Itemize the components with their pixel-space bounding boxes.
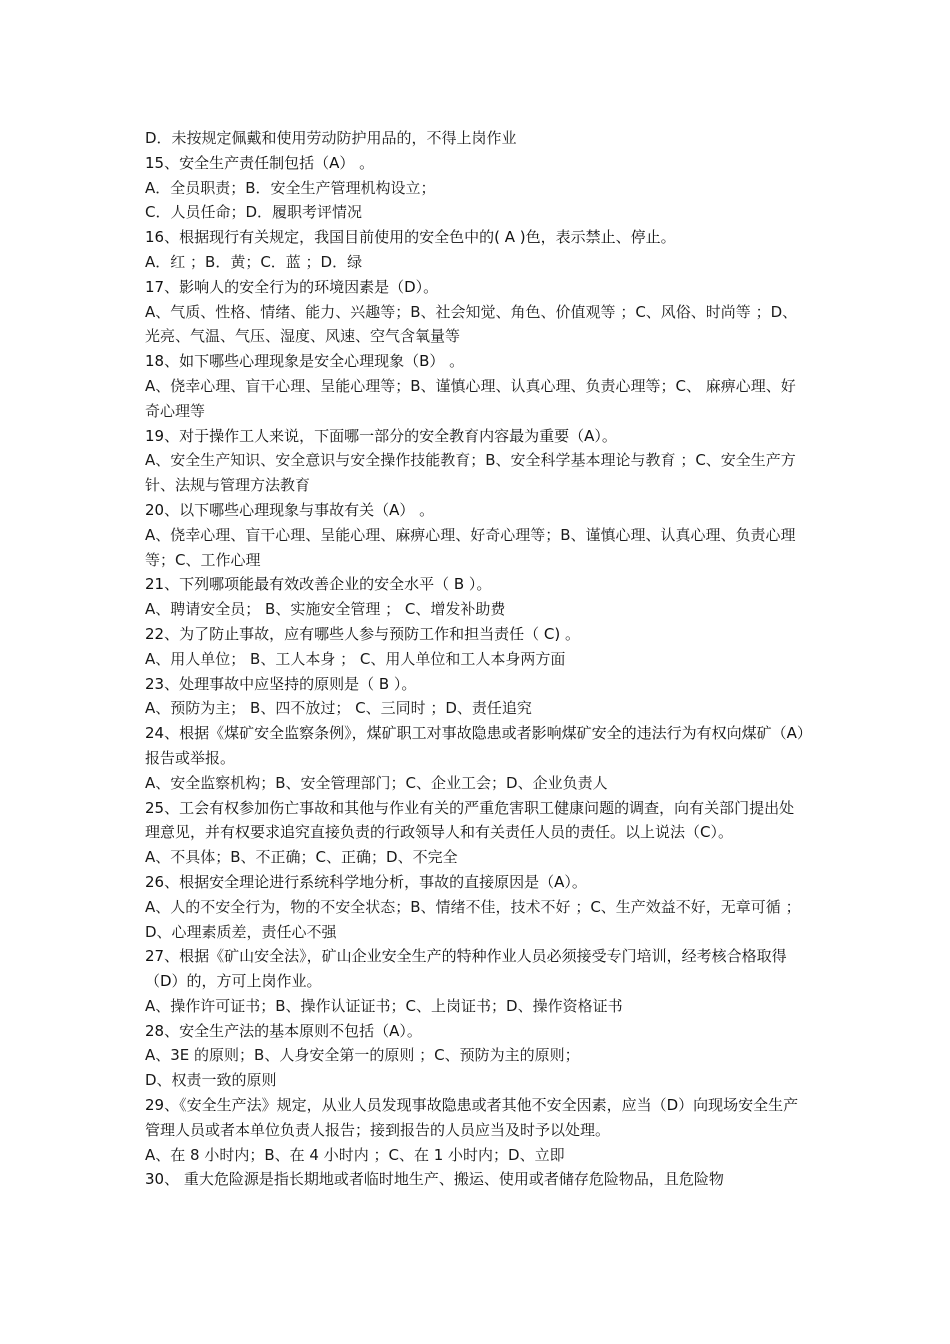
answer-options-28b: D、权责一致的原则: [145, 1071, 277, 1090]
answer-options-15a: A．全员职责；B．安全生产管理机构设立；: [145, 178, 436, 197]
question-28: 28、安全生产法的基本原则不包括（A）。: [145, 1021, 422, 1040]
question-21: 21、下列哪项能最有效改善企业的安全水平（ B ）。: [145, 575, 492, 594]
answer-options-16: A．红 ；B．黄；C．蓝 ；D．绿: [145, 252, 363, 271]
question-24: 24、根据《煤矿安全监察条例》，煤矿职工对事故隐患或者影响煤矿安全的违法行为有权向煤矿（A）报告或举报。: [145, 724, 805, 767]
answer-options-26: A、人的不安全行为，物的不安全状态；B、情绪不佳，技术不好 ；C、生产效益不好，无章可循 ；D、心理素质差，责任心不强: [145, 897, 801, 941]
answer-options-21: A、聘请安全员； B、实施安全管理 ； C、增发补助费: [145, 600, 506, 619]
answer-options-29: A、在 8 小时内；B、在 4 小时内 ；C、在 1 小时内；D、立即: [145, 1145, 565, 1164]
answer-options-17: A、气质、性格、情绪、能力、兴趣等；B、社会知觉、角色、价值观等 ；C、风俗、时尚等 ；D、光亮、气温、气压、湿度、风速、空气含氧量等: [145, 302, 798, 346]
answer-options-25: A、不具体；B、不正确；C、正确；D、不完全: [145, 848, 458, 867]
answer-option-line: D．未按规定佩戴和使用劳动防护用品的，不得上岗作业: [145, 129, 517, 147]
question-19: 19、对于操作工人来说，下面哪一部分的安全教育内容最为重要（A）。: [145, 426, 617, 445]
question-15: 15、安全生产责任制包括（A） 。: [145, 153, 375, 172]
question-18: 18、如下哪些心理现象是安全心理现象（B） 。: [145, 352, 465, 371]
answer-options-15b: C．人员任命；D．履职考评情况: [145, 203, 363, 222]
answer-options-18: A、侥幸心理、盲干心理、呈能心理等；B、谨慎心理、认真心理、负责心理等；C、 麻痹心理、好奇心理等: [145, 376, 796, 420]
question-27: 27、根据《矿山安全法》，矿山企业安全生产的特种作业人员必须接受专门培训，经考核合格取得（D）的，方可上岗作业。: [145, 947, 787, 991]
document-page: [145, 126, 809, 1192]
answer-options-23: A、预防为主； B、四不放过； C、三同时 ；D、责任追究: [145, 699, 532, 718]
answer-options-24: A、安全监察机构；B、安全管理部门；C、企业工会；D、企业负责人: [145, 773, 608, 792]
answer-options-19: A、安全生产知识、安全意识与安全操作技能教育；B、安全科学基本理论与教育 ；C、安全生产方针、法规与管理方法教育: [145, 451, 796, 495]
answer-options-27: A、操作许可证书；B、操作认证证书；C、上岗证书；D、操作资格证书: [145, 996, 623, 1015]
question-23: 23、处理事故中应坚持的原则是（ B ）。: [145, 674, 417, 693]
question-22: 22、为了防止事故，应有哪些人参与预防工作和担当责任（ C) 。: [145, 624, 580, 643]
question-25: 25、工会有权参加伤亡事故和其他与作业有关的严重危害职工健康问题的调查，向有关部门提出处理意见，并有权要求追究直接负责的行政领导人和有关责任人员的责任。以上说法（C）。: [145, 798, 795, 842]
answer-options-20: A、侥幸心理、盲干心理、呈能心理、麻痹心理、好奇心理等；B、谨慎心理、认真心理、负责心理等；C、工作心理: [145, 525, 796, 569]
answer-options-22: A、用人单位； B、工人本身 ； C、用人单位和工人本身两方面: [145, 649, 566, 668]
answer-options-28a: A、3E 的原则；B、人身安全第一的原则 ；C、预防为主的原则；: [145, 1046, 580, 1065]
question-26: 26、根据安全理论进行系统科学地分析，事故的直接原因是（A）。: [145, 872, 587, 891]
question-20: 20、以下哪些心理现象与事故有关（A） 。: [145, 500, 435, 519]
question-17: 17、影响人的安全行为的环境因素是（D）。: [145, 277, 439, 296]
question-29: 29、《安全生产法》规定，从业人员发现事故隐患或者其他不安全因素，应当（D）向现场安全生产管理人员或者本单位负责人报告；接到报告的人员应当及时予以处理。: [145, 1096, 799, 1139]
question-30: 30、 重大危险源是指长期地或者临时地生产、搬运、使用或者储存危险物品，且危险物: [145, 1170, 724, 1189]
question-16: 16、根据现行有关规定，我国目前使用的安全色中的( A )色，表示禁止、停止。: [145, 228, 676, 247]
